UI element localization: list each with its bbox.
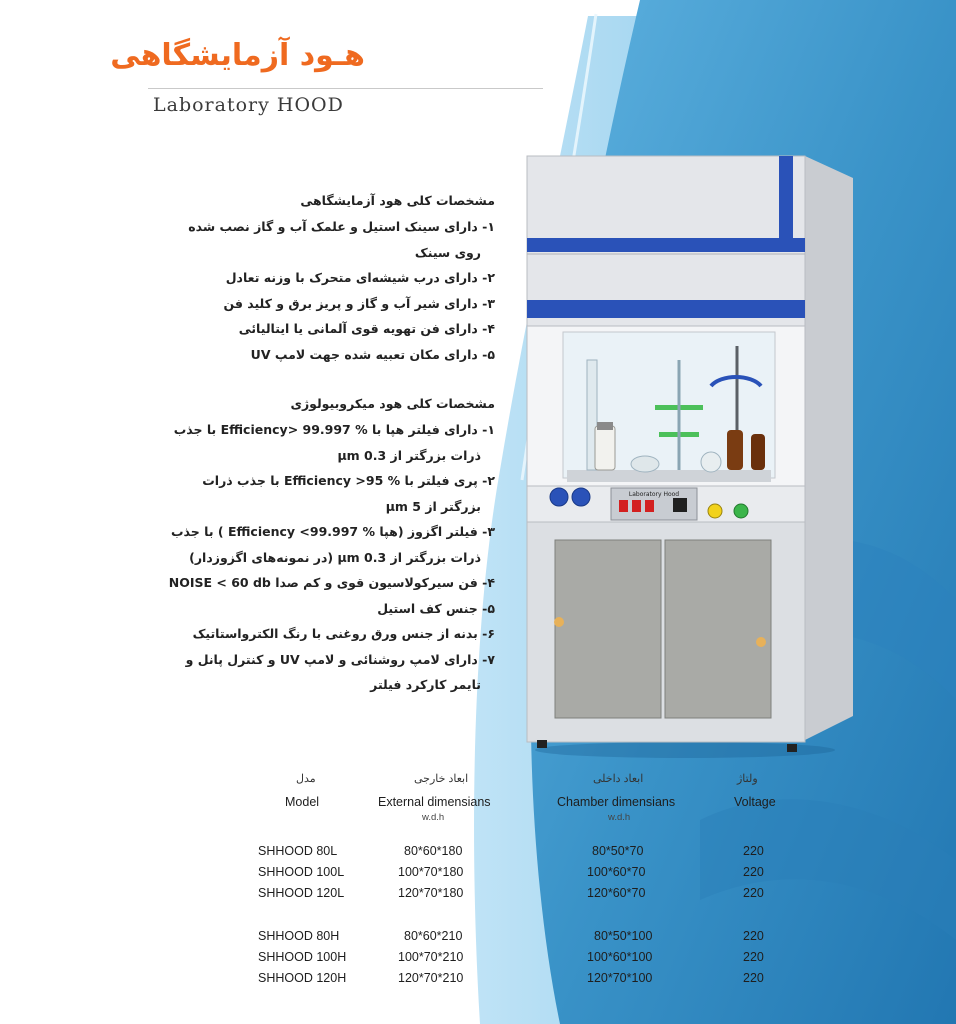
cell-model: SHHOOD 100L xyxy=(258,865,345,879)
lab-hood-specs xyxy=(150,188,495,367)
micro-specs-heading: مشخصات کلی هود میکروبیولوژی xyxy=(290,396,495,411)
title-divider xyxy=(148,88,543,89)
cell-voltage: 220 xyxy=(743,844,764,858)
spec-item-continuation: تایمر کارکرد فیلتر xyxy=(370,677,481,692)
spec-item-continuation: روی سینک xyxy=(414,244,481,260)
cell-external: 80*60*210 xyxy=(404,929,463,943)
page-title-persian: هـود آزمایشگاهی xyxy=(110,38,365,73)
spec-item: ۱- دارای فیلتر هپا با % 99.997 <Efficiency با جذب xyxy=(173,422,495,437)
spec-item: ۴- دارای فن تهویه قوی آلمانی یا ایتالیائی xyxy=(238,321,495,336)
fume-hood-illustration xyxy=(515,150,855,760)
spec-item-continuation: ذرات بزرگتر از 0.3 μm (در نمونه‌های اگزوزدار) xyxy=(189,549,481,565)
spec-item: ۳- فیلتر اگزوز (هپا % 99.997> Efficiency ) با جذب xyxy=(171,524,495,539)
header-fa: ولتاژ xyxy=(737,773,758,785)
cell-chamber: 120*60*70 xyxy=(587,886,646,900)
header-fa: ابعاد داخلی xyxy=(593,773,644,785)
cell-voltage: 220 xyxy=(743,950,764,964)
lab-specs-heading: مشخصات کلی هود آزمایشگاهی xyxy=(300,193,495,208)
cell-external: 80*60*180 xyxy=(404,844,463,858)
cell-model: SHHOOD 120H xyxy=(258,971,347,985)
spec-item: ۴- فن سیرکولاسیون قوی و کم صدا NOISE < 60 db xyxy=(168,575,495,590)
header-en: Chamber dimensians xyxy=(557,795,676,809)
cell-model: SHHOOD 80H xyxy=(258,929,340,943)
header-en: Voltage xyxy=(734,795,776,809)
cell-external: 120*70*210 xyxy=(398,971,464,985)
cell-chamber: 80*50*70 xyxy=(592,844,644,858)
micro-hood-specs xyxy=(150,391,495,698)
spec-item: ۵- دارای مکان تعبیه شده جهت لامپ UV xyxy=(250,346,495,362)
cell-model: SHHOOD 100H xyxy=(258,950,347,964)
cell-external: 100*70*210 xyxy=(398,950,464,964)
cell-external: 120*70*180 xyxy=(398,886,464,900)
cell-chamber: 100*60*100 xyxy=(587,950,653,964)
spec-item: ۷- دارای لامپ روشنائی و لامپ UV و کنترل پانل و xyxy=(185,651,495,667)
cell-external: 100*70*180 xyxy=(398,865,464,879)
spec-item: ۱- دارای سینک استیل و علمک آب و گاز نصب شده xyxy=(188,219,495,234)
cell-voltage: 220 xyxy=(743,929,764,943)
cell-chamber: 80*50*100 xyxy=(594,929,653,943)
spec-item: ۳- دارای شیر آب و گاز و پریز برق و کلید فن xyxy=(223,295,495,311)
cell-model: SHHOOD 120L xyxy=(258,886,345,900)
cell-model: SHHOOD 80L xyxy=(258,844,338,858)
cell-chamber: 120*70*100 xyxy=(587,971,653,985)
spec-item: ۲- دارای درب شیشه‌ای متحرک با وزنه تعادل xyxy=(225,270,495,285)
header-sub: w.d.h xyxy=(608,812,631,823)
cell-voltage: 220 xyxy=(743,886,764,900)
spec-item-continuation: ذرات بزرگتر از 0.3 μm xyxy=(337,447,481,463)
cell-voltage: 220 xyxy=(743,971,764,985)
header-fa: ابعاد خارجی xyxy=(414,773,469,785)
spec-item: ۶- بدنه از جنس ورق روغنی با رنگ الکترواستاتیک xyxy=(192,626,495,641)
page-title-english: Laboratory HOOD xyxy=(153,94,344,116)
spec-item-continuation: بزرگتر از 5 μm xyxy=(385,498,481,514)
control-panel-label: Laboratory Hood xyxy=(628,491,680,498)
header-en: Model xyxy=(285,795,320,809)
spec-item: ۵- جنس کف استیل xyxy=(377,600,495,616)
cell-voltage: 220 xyxy=(743,865,764,879)
header-fa: مدل xyxy=(296,773,316,785)
cell-chamber: 100*60*70 xyxy=(587,865,646,879)
header-en: External dimensians xyxy=(378,795,491,809)
spec-item: ۲- پری فیلتر با % 95< Efficiency با جذب ذرات xyxy=(202,473,495,488)
header-sub: w.d.h xyxy=(422,812,445,823)
